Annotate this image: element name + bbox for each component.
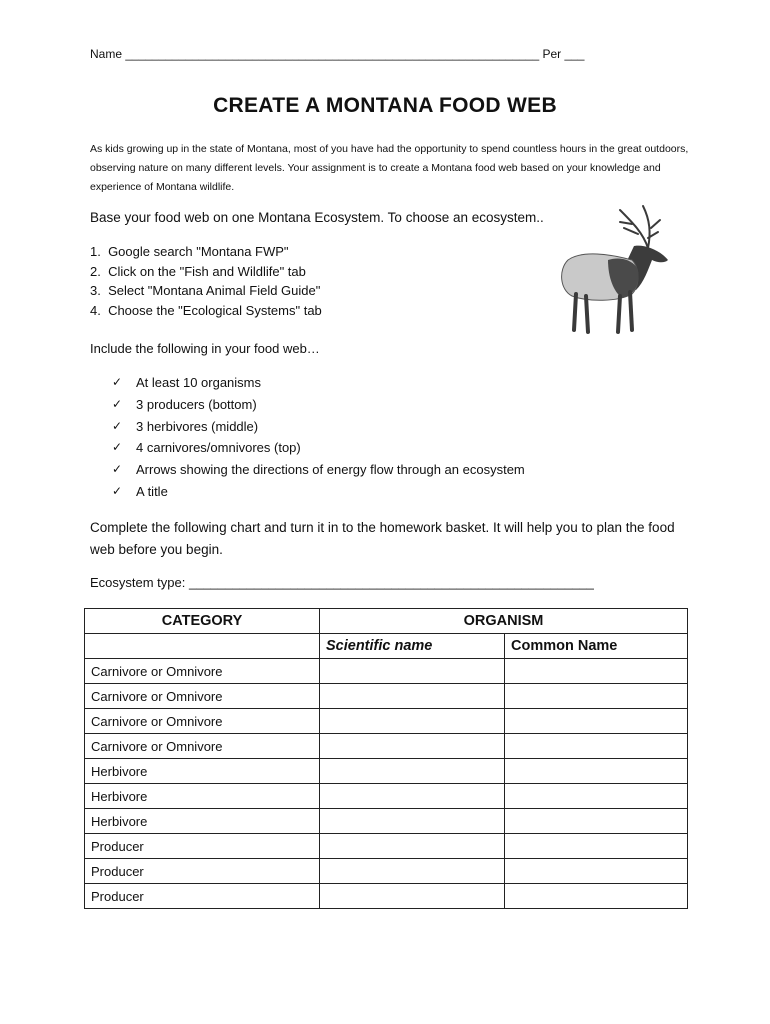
table-row: [85, 784, 688, 809]
table-row: [85, 809, 688, 834]
checkmark-icon: ✓: [112, 462, 123, 477]
checkmark-icon: ✓: [112, 375, 123, 389]
intro-paragraph: As kids growing up in the state of Montana, most of you have had the opportunity to spend countless hours in the great outdoors, observing nature on many different levels. Your assignment is to create a Montana food web based on your knowledge and experience of Montana wildlife.: [90, 143, 689, 193]
scientific-name-cell[interactable]: [320, 659, 505, 684]
page-title: CREATE A MONTANA FOOD WEB: [213, 94, 557, 117]
checklist-item: [112, 372, 525, 394]
table-row: [85, 884, 688, 909]
table-row: [85, 734, 688, 759]
common-name-cell[interactable]: [505, 809, 688, 834]
step-item: 3. Select "Montana Animal Field Guide": [90, 283, 321, 298]
checkmark-icon: ✓: [112, 418, 123, 433]
category-cell: Producer: [85, 884, 320, 909]
organism-header: ORGANISM: [320, 609, 688, 634]
checklist-item-label: Arrows showing the directions of energy flow through an ecosystem: [136, 462, 525, 478]
common-name-cell[interactable]: [505, 709, 688, 734]
step-item: 4. Choose the "Ecological Systems" tab: [90, 302, 322, 318]
checklist-item-label: 4 carnivores/omnivores (top): [136, 440, 301, 456]
base-instruction: Base your food web on one Montana Ecosystem. To choose an ecosystem..: [90, 210, 544, 225]
table-header-row: [85, 609, 688, 634]
category-cell: Carnivore or Omnivore: [85, 734, 320, 759]
scientific-name-cell[interactable]: [320, 684, 505, 709]
common-name-cell[interactable]: [505, 734, 688, 759]
common-name-cell[interactable]: [505, 859, 688, 884]
scientific-name-cell[interactable]: [320, 709, 505, 734]
scientific-name-cell[interactable]: [320, 734, 505, 759]
category-header: CATEGORY: [85, 609, 320, 634]
common-name-cell[interactable]: [505, 784, 688, 809]
empty-cell: [85, 634, 320, 659]
common-name-header: Common Name: [505, 634, 688, 659]
table-row: [85, 859, 688, 884]
ecosystem-type-line[interactable]: Ecosystem type: ________________________________________________________: [90, 575, 594, 590]
checklist-item: [112, 394, 525, 416]
category-cell: Carnivore or Omnivore: [85, 709, 320, 734]
category-cell: Carnivore or Omnivore: [85, 684, 320, 709]
table-row: [85, 659, 688, 684]
category-cell: Producer: [85, 834, 320, 859]
organism-chart: [84, 608, 688, 909]
table-row: [85, 684, 688, 709]
common-name-cell[interactable]: [505, 759, 688, 784]
checkmark-icon: ✓: [112, 440, 123, 455]
category-cell: Herbivore: [85, 809, 320, 834]
category-cell: Producer: [85, 859, 320, 884]
scientific-name-cell[interactable]: [320, 784, 505, 809]
scientific-name-cell[interactable]: [320, 859, 505, 884]
category-cell: Herbivore: [85, 759, 320, 784]
table-subheader-row: [85, 634, 688, 659]
name-period-line[interactable]: Name ______________________________________________________________ Per ___: [90, 47, 585, 61]
checklist-item-label: 3 herbivores (middle): [136, 418, 259, 434]
checklist-item: [112, 481, 525, 503]
category-cell: Carnivore or Omnivore: [85, 659, 320, 684]
checklist-item-label: 3 producers (bottom): [136, 396, 257, 412]
complete-instruction: Complete the following chart and turn it in to the homework basket. It will help you to plan the food web before you begin.: [90, 520, 675, 557]
table-row: [85, 709, 688, 734]
table-row: [85, 759, 688, 784]
common-name-cell[interactable]: [505, 884, 688, 909]
table-row: [85, 834, 688, 859]
checkmark-icon: ✓: [112, 396, 123, 411]
checklist-item-label: A title: [136, 483, 168, 499]
scientific-name-cell[interactable]: [320, 809, 505, 834]
common-name-cell[interactable]: [505, 684, 688, 709]
common-name-cell[interactable]: [505, 659, 688, 684]
common-name-cell[interactable]: [505, 834, 688, 859]
step-item: 2. Click on the "Fish and Wildlife" tab: [90, 263, 306, 279]
category-cell: Herbivore: [85, 784, 320, 809]
checklist-item: [112, 437, 525, 459]
checkmark-icon: ✓: [112, 483, 123, 498]
requirements-checklist: [112, 372, 525, 503]
scientific-name-header: Scientific name: [320, 634, 505, 659]
steps-list: [90, 242, 322, 320]
include-intro: Include the following in your food web…: [90, 341, 320, 356]
scientific-name-cell[interactable]: [320, 834, 505, 859]
scientific-name-cell[interactable]: [320, 759, 505, 784]
scientific-name-cell[interactable]: [320, 884, 505, 909]
checklist-item: [112, 416, 525, 438]
checklist-item-label: At least 10 organisms: [136, 375, 262, 390]
elk-icon: [548, 198, 688, 340]
checklist-item: [112, 459, 525, 481]
step-item: 1. Google search "Montana FWP": [90, 244, 289, 259]
